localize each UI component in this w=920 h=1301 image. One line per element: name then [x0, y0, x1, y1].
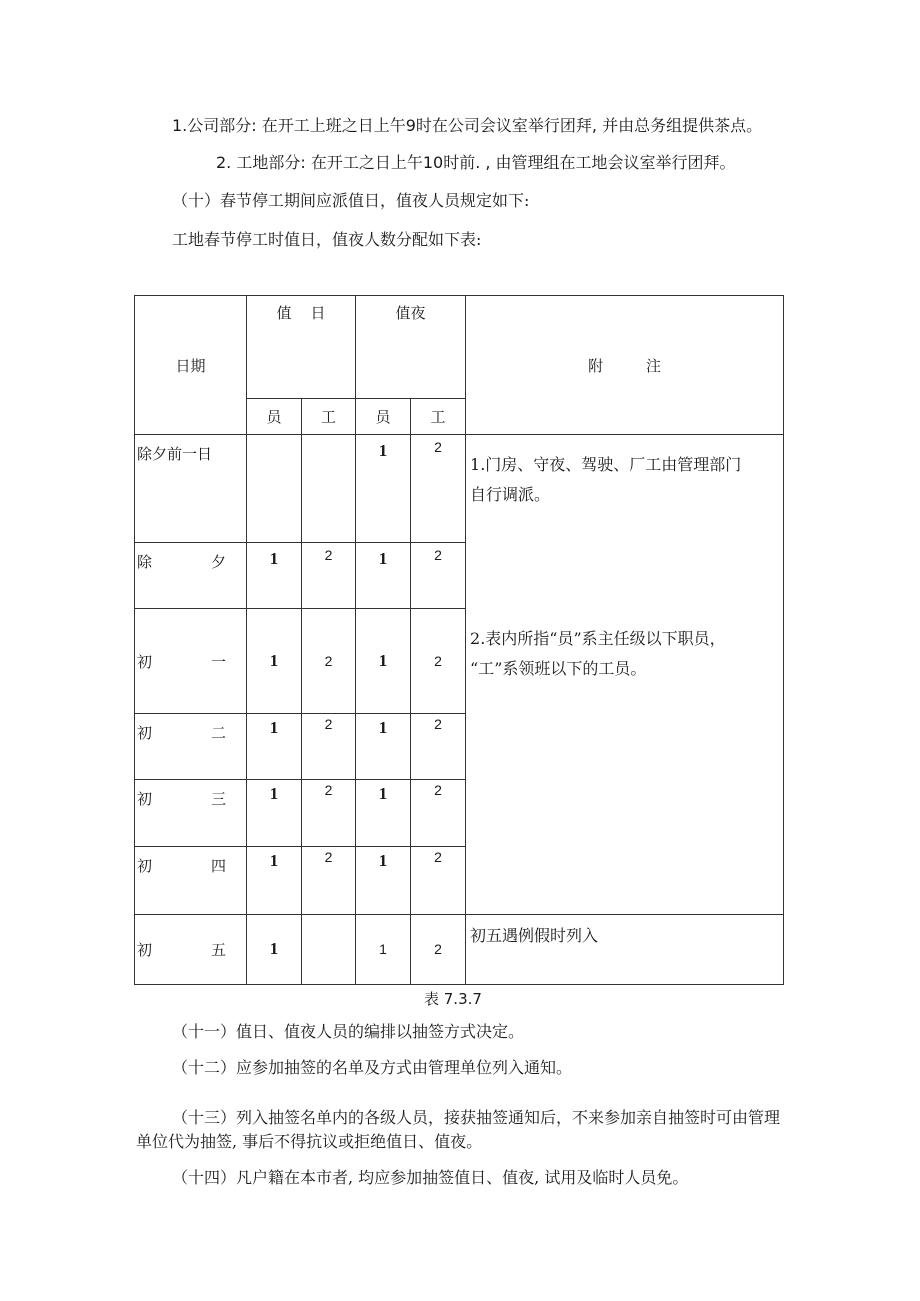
paragraph-section-12: （十二）应参加抽签的名单及方式由管理单位列入通知。	[172, 1058, 573, 1077]
night-staff-count: 1	[356, 846, 411, 914]
header-day-duty: 值 日	[247, 296, 356, 399]
day-staff-count: 1	[247, 780, 302, 846]
row-date-right: 四	[210, 856, 226, 875]
row-date-right: 二	[210, 724, 226, 743]
day-worker-count	[302, 914, 356, 984]
header-day-worker: 工	[302, 399, 356, 435]
paragraph-section-10: （十）春节停工期间应派值日，值夜人员规定如下:	[172, 191, 530, 210]
day-staff-count: 1	[247, 846, 302, 914]
night-worker-count: 2	[411, 435, 466, 542]
header-day-staff: 员	[247, 399, 302, 435]
row-date-left: 初	[137, 652, 153, 671]
night-staff-count: 1	[356, 435, 411, 542]
day-staff-count: 1	[247, 914, 302, 984]
row-date-left: 初	[137, 724, 153, 743]
paragraph-section-13: （十三）列入抽签名单内的各级人员，接获抽签通知后，不来参加亲自抽签时可由管理单位代为抽签, 事后不得抗议或拒绝值日、值夜。	[136, 1108, 781, 1151]
notes-cell	[466, 435, 784, 914]
day-staff-count: 1	[247, 714, 302, 780]
row-date-left: 初	[137, 856, 153, 875]
day-worker-count: 2	[302, 608, 356, 713]
note-3: 初五遇例假时列入	[466, 914, 784, 984]
table-caption: 表 7.3.7	[424, 990, 482, 1008]
day-staff-count	[247, 435, 302, 542]
night-worker-count: 2	[411, 780, 466, 846]
night-worker-count: 2	[411, 714, 466, 780]
night-staff-count: 1	[356, 714, 411, 780]
night-worker-count: 2	[411, 914, 466, 984]
paragraph-section-14: （十四）凡户籍在本市者, 均应参加抽签值日、值夜, 试用及临时人员免。	[172, 1168, 689, 1187]
day-worker-count: 2	[302, 780, 356, 846]
row-date-right: 一	[210, 652, 226, 671]
duty-schedule-table	[134, 295, 784, 985]
note-2-line-2: “工”系领班以下的工员。	[470, 659, 647, 679]
day-worker-count: 2	[302, 714, 356, 780]
note-2-line-1: 2.表内所指“员”系主任级以下职员，	[470, 629, 726, 649]
night-staff-count: 1	[356, 542, 411, 608]
table-row	[135, 914, 784, 984]
note-1-line-1: 1.门房、守夜、驾驶、厂工由管理部门	[470, 455, 742, 475]
day-worker-count: 2	[302, 846, 356, 914]
night-staff-count: 1	[356, 608, 411, 713]
night-worker-count: 2	[411, 608, 466, 713]
night-staff-count: 1	[356, 914, 411, 984]
night-worker-count: 2	[411, 846, 466, 914]
paragraph-section-11: （十一）值日、值夜人员的编排以抽签方式决定。	[172, 1022, 525, 1041]
row-date-left: 初	[137, 790, 153, 809]
night-worker-count: 2	[411, 542, 466, 608]
row-date-right: 三	[210, 790, 226, 809]
row-date-right: 五	[210, 940, 226, 959]
header-date: 日期	[135, 296, 247, 435]
table-row	[135, 435, 784, 542]
row-date-left: 除	[137, 552, 153, 571]
row-date-left: 初	[137, 940, 153, 959]
note-1-line-2: 自行调派。	[470, 485, 551, 505]
paragraph-company-part: 1.公司部分: 在开工上班之日上午9时在公司会议室举行团拜, 并由总务组提供茶点。	[172, 116, 763, 135]
header-night-staff: 员	[356, 399, 411, 435]
day-worker-count: 2	[302, 542, 356, 608]
header-night-worker: 工	[411, 399, 466, 435]
paragraph-table-intro: 工地春节停工时值日，值夜人数分配如下表:	[172, 230, 482, 249]
day-staff-count: 1	[247, 542, 302, 608]
header-night-duty: 值夜	[356, 296, 466, 399]
paragraph-site-part: 2. 工地部分: 在开工之日上午10时前. , 由管理组在工地会议室举行团拜。	[216, 153, 736, 172]
day-staff-count: 1	[247, 608, 302, 713]
row-date-right: 夕	[210, 552, 226, 571]
row-date: 除夕前一日	[137, 445, 213, 464]
header-note: 附 注	[466, 296, 784, 435]
night-staff-count: 1	[356, 780, 411, 846]
day-worker-count	[302, 435, 356, 542]
